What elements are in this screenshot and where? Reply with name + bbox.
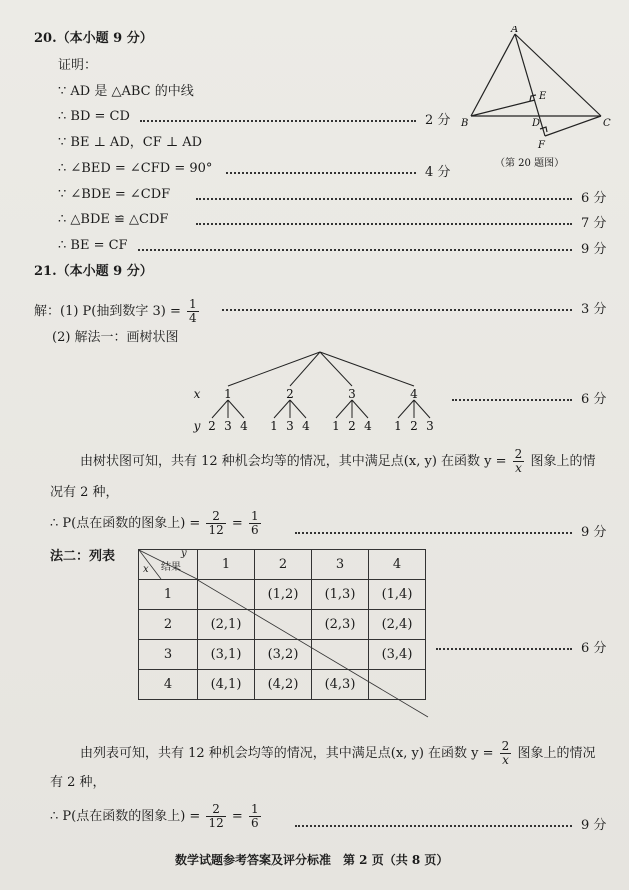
tree-branches: [212, 400, 430, 418]
equals-sign: =: [231, 516, 243, 531]
page-footer: 数学试题参考答案及评分标准 第 2 页（共 8 页）: [175, 853, 449, 867]
leader-dots: [436, 648, 572, 650]
point-label-b: B: [461, 118, 469, 129]
score-label: 6 分: [581, 191, 607, 206]
corner-result: 结果: [161, 562, 181, 573]
table-cell: (1,2): [255, 580, 312, 610]
leader-dots: [196, 223, 572, 225]
probability-fraction: [249, 510, 261, 537]
tree-conclusion-line-1: [80, 448, 595, 475]
leader-dots: [222, 309, 572, 311]
conclusion-text: 由树状图可知，共有 12 种机会均等的情况，其中满足点(x, y) 在函数 y =: [80, 454, 507, 469]
probability-line-1: [50, 510, 263, 537]
triangle-figure: [455, 26, 615, 176]
probability-fraction: [206, 803, 225, 830]
fraction-numerator: 2: [501, 739, 510, 753]
tree-y-node: 3: [224, 419, 232, 433]
tree-y-node: 2: [348, 419, 356, 433]
tree-y-node: 1: [394, 419, 402, 433]
tree-y-node: 2: [410, 419, 418, 433]
tree-y-node: 4: [302, 419, 310, 433]
probability-line-2: [50, 803, 263, 830]
fraction-denominator: x: [515, 461, 522, 475]
leader-dots: [226, 172, 416, 174]
tree-x-label: x: [193, 387, 201, 401]
fraction-numerator: 1: [250, 802, 259, 816]
conclusion-text: 图象上的情况: [517, 746, 596, 761]
table-cell: (4,1): [198, 670, 255, 700]
tree-x-node: 3: [348, 387, 356, 401]
point-label-f: F: [538, 140, 545, 151]
proof-line-5: ∵ ∠BDE = ∠CDF: [58, 187, 171, 202]
fraction-numerator: 2: [206, 803, 225, 817]
tree-y-label: y: [193, 419, 201, 433]
score-label: 6 分: [581, 641, 607, 656]
corner-x: x: [143, 564, 149, 575]
probability-prefix: ∴ P(点在函数的图象上) =: [50, 809, 201, 824]
leader-dots: [138, 249, 572, 251]
score-label: 3 分: [581, 302, 607, 317]
score-label: 4 分: [425, 165, 451, 180]
table-diagonal: [196, 579, 430, 719]
score-label: 9 分: [581, 242, 607, 257]
tree-y-node: 2: [208, 419, 216, 433]
table-conclusion-line-1: [80, 740, 595, 767]
table-cell: (2,4): [369, 610, 426, 640]
table-cell: (4,3): [312, 670, 369, 700]
leader-dots: [452, 399, 572, 401]
fraction-denominator: 6: [250, 523, 259, 537]
proof-line-1: ∵ AD 是 △ABC 的中线: [58, 84, 194, 99]
table-cell: (3,4): [369, 640, 426, 670]
point-label-d: D: [532, 118, 541, 129]
equals-sign: =: [231, 809, 243, 824]
row-header: 3: [139, 640, 198, 670]
function-fraction: [500, 740, 512, 767]
part1-fraction: [187, 298, 199, 325]
proof-line-7: ∴ BE = CF: [58, 238, 128, 253]
method2-title: 法二：列表: [50, 549, 116, 564]
part1-prefix: 解：(1) P(抽到数字 3) =: [34, 304, 181, 319]
table-cell: (3,2): [255, 640, 312, 670]
fraction-denominator: 12: [208, 816, 224, 830]
fraction-numerator: 2: [206, 510, 225, 524]
conclusion-text: 图象上的情: [530, 454, 596, 469]
table-cell: (4,2): [255, 670, 312, 700]
q21-heading: 21.（本小题 9 分）: [34, 264, 153, 279]
score-label: 2 分: [425, 113, 451, 128]
leader-dots: [295, 532, 572, 534]
proof-label: 证明：: [58, 58, 98, 73]
figure-caption: （第 20 题图）: [495, 158, 565, 169]
table-cell: (1,3): [312, 580, 369, 610]
point-label-c: C: [603, 118, 611, 129]
q20-heading: 20.（本小题 9 分）: [34, 31, 153, 46]
row-header: 2: [139, 610, 198, 640]
table-cell: (1,4): [369, 580, 426, 610]
conclusion-text: 由列表可知，共有 12 种机会均等的情况，其中满足点(x, y) 在函数 y =: [80, 746, 494, 761]
corner-y: y: [181, 548, 187, 559]
fraction-numerator: 2: [514, 447, 523, 461]
fraction-denominator: 4: [189, 311, 197, 325]
point-label-e: E: [539, 91, 547, 102]
tree-y-node: 4: [364, 419, 372, 433]
row-header: 4: [139, 670, 198, 700]
column-header: 2: [255, 550, 312, 580]
table-corner: [139, 550, 198, 580]
table-cell: (3,1): [198, 640, 255, 670]
leader-dots: [140, 120, 416, 122]
tree-y-node: 1: [332, 419, 340, 433]
fraction-numerator: 1: [250, 509, 259, 523]
tree-x-node: 4: [410, 387, 418, 401]
tree-x-node: 1: [224, 387, 232, 401]
score-label: 9 分: [581, 525, 607, 540]
tree-diagram: [185, 348, 445, 438]
table-cell: (2,3): [312, 610, 369, 640]
score-label: 7 分: [581, 216, 607, 231]
fraction-denominator: 12: [208, 523, 224, 537]
part1-line: [34, 298, 201, 325]
table-conclusion-line-2: 有 2 种，: [50, 775, 106, 790]
tree-conclusion-line-2: 况有 2 种，: [50, 485, 119, 500]
tree-y-node: 3: [426, 419, 434, 433]
fraction-denominator: x: [502, 753, 509, 767]
tree-y-node: 4: [240, 419, 248, 433]
proof-line-4: ∴ ∠BED = ∠CFD = 90°: [58, 161, 213, 176]
score-label: 9 分: [581, 818, 607, 833]
proof-line-6: ∴ △BDE ≌ △CDF: [58, 212, 169, 227]
proof-line-2: ∴ BD = CD: [58, 109, 130, 124]
table-cell: (2,1): [198, 610, 255, 640]
function-fraction: [513, 448, 525, 475]
tree-x-node: 2: [286, 387, 294, 401]
leader-dots: [295, 825, 572, 827]
tree-y-node: 1: [270, 419, 278, 433]
tree-y-node: 3: [286, 419, 294, 433]
column-header: 4: [369, 550, 426, 580]
column-header: 1: [198, 550, 255, 580]
probability-fraction: [249, 803, 261, 830]
row-header: 1: [139, 580, 198, 610]
fraction-denominator: 6: [250, 816, 259, 830]
point-label-a: A: [511, 26, 519, 35]
proof-line-3: ∵ BE ⊥ AD，CF ⊥ AD: [58, 135, 203, 150]
leader-dots: [196, 198, 572, 200]
fraction-numerator: 1: [189, 297, 197, 311]
part2-title: (2) 解法一：画树状图: [52, 330, 179, 345]
probability-fraction: [206, 510, 225, 537]
probability-prefix: ∴ P(点在函数的图象上) =: [50, 516, 201, 531]
score-label: 6 分: [581, 392, 607, 407]
column-header: 3: [312, 550, 369, 580]
